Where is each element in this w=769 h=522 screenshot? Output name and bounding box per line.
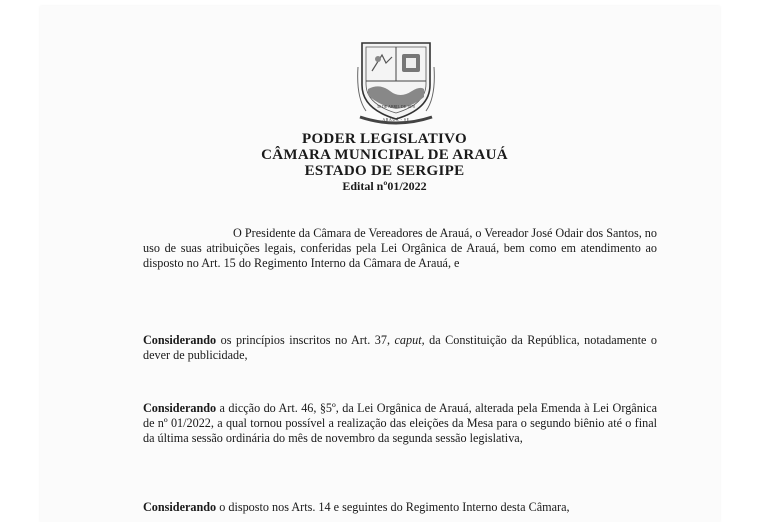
considerando-paragraph-3 [143, 500, 657, 515]
paragraph-text: da Constituição da República, notadamente o dever de publicidade, [143, 333, 658, 362]
considerando-keyword: Considerando [143, 500, 217, 514]
considerando-paragraph-1 [143, 333, 657, 363]
considerando-paragraph-2 [143, 401, 657, 446]
seal-motto: 30 DE ABRIL DE 1870 [376, 104, 416, 109]
intro-paragraph: O Presidente da Câmara de Vereadores de Arauá, o Vereador José Odair dos Santos, no uso de suas atribuições legais, conferidas pela Lei Orgânica de Arauá, bem como em atendimento ao disposto no Art. 15 do Regimento Interno da Câmara de Arauá, e [143, 226, 657, 270]
paragraph-text: os princípios inscritos no Art. 37, [216, 333, 395, 347]
paragraph-text: a dicção do Art. 46, §5º, da Lei Orgânica de Arauá, alterada pela Emenda à Lei Orgânica de nº 01/2022, a qual tornou possível a realização das eleições da Mesa para o segundo biênio até o final da última sessão ordinária do mês de novembro da segunda sessão legislativa, [143, 401, 657, 445]
header-line-state: ESTADO DE SERGIPE [304, 163, 465, 179]
considerando-keyword: Considerando [143, 401, 217, 415]
header-line-legislative: PODER LEGISLATIVO [302, 131, 467, 147]
italic-term: caput, [394, 333, 425, 347]
municipal-coat-of-arms [356, 37, 436, 127]
header-line-chamber: CÂMARA MUNICIPAL DE ARAUÁ [261, 147, 508, 163]
paragraph-text: o disposto nos Arts. 14 e seguintes do Regimento Interno desta Câmara, [216, 500, 570, 514]
bleed-through-text [138, 191, 228, 219]
edital-number: Edital nº01/2022 [342, 179, 427, 193]
seal-city: ARAUÁ - SE [382, 117, 410, 122]
considerando-keyword: Considerando [143, 333, 217, 347]
